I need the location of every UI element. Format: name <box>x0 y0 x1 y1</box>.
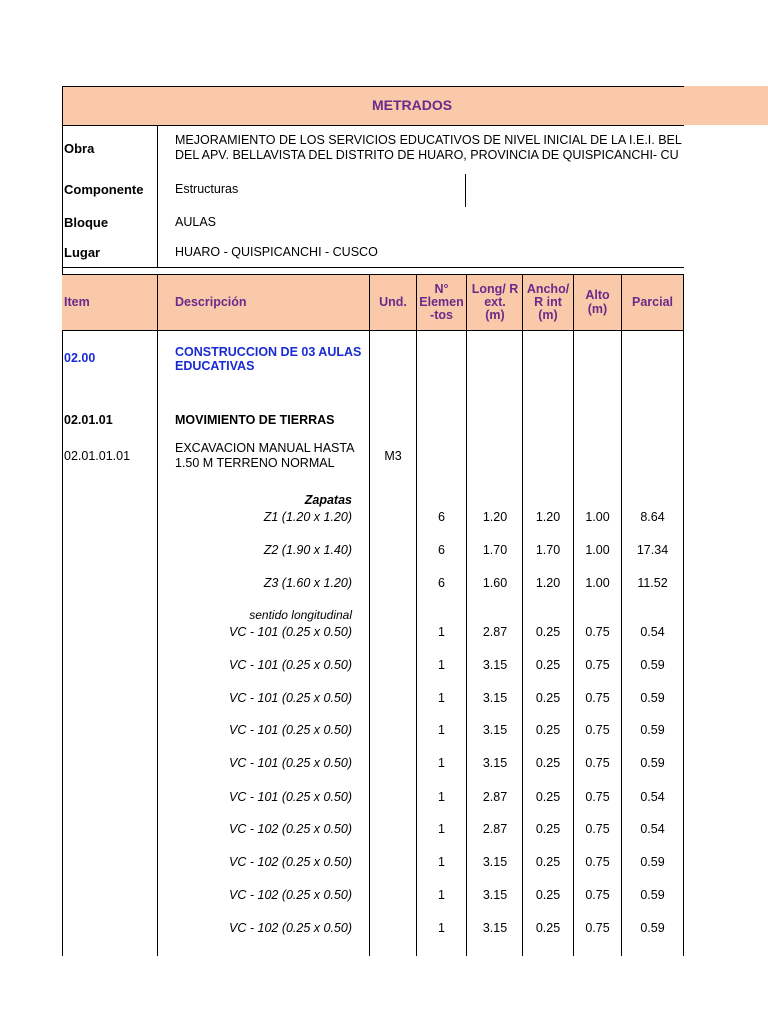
row-ancho: 0.25 <box>535 691 561 705</box>
col-line-parcial <box>621 274 622 956</box>
row-n: 1 <box>438 855 445 869</box>
row-description: VC - 101 (0.25 x 0.50) <box>229 691 352 705</box>
row-parcial: 0.59 <box>640 756 665 770</box>
col-line-alto <box>573 274 574 956</box>
title-divider <box>62 125 684 126</box>
row-description: VC - 101 (0.25 x 0.50) <box>229 790 352 804</box>
col-line-right <box>683 274 684 956</box>
row-description: VC - 101 (0.25 x 0.50) <box>229 625 352 639</box>
col-line-und <box>369 274 370 956</box>
header-bottom-border <box>62 330 684 331</box>
col-line-ancho <box>522 274 523 956</box>
zapatas-label: Zapatas <box>304 493 352 507</box>
componente-value: Estructuras <box>175 182 239 196</box>
row-ancho: 0.25 <box>535 855 561 869</box>
header-parcial: Parcial <box>631 295 673 309</box>
row-description: VC - 101 (0.25 x 0.50) <box>229 658 352 672</box>
row-ancho: 1.70 <box>535 543 561 557</box>
page-title: METRADOS <box>371 97 453 113</box>
row-long: 3.15 <box>482 921 508 935</box>
row-alto: 0.75 <box>585 790 610 804</box>
row-parcial: 0.54 <box>640 790 665 804</box>
obra-label: Obra <box>64 141 95 156</box>
header-item: Item <box>64 295 90 309</box>
row-parcial: 0.54 <box>640 625 665 639</box>
obra-line-2: DEL APV. BELLAVISTA DEL DISTRITO DE HUARO, PROVINCIA DE QUISPICANCHI- CU <box>175 148 679 162</box>
sentido-label: sentido longitudinal <box>249 608 352 622</box>
row-parcial: 0.59 <box>640 723 665 737</box>
row-n: 1 <box>438 921 445 935</box>
row-alto: 0.75 <box>585 691 610 705</box>
top-border <box>62 86 684 87</box>
row-n: 1 <box>438 790 445 804</box>
row-ancho: 0.25 <box>535 790 561 804</box>
row-long: 3.15 <box>482 691 508 705</box>
section-desc-1: CONSTRUCCION DE 03 AULAS <box>175 345 362 359</box>
row-ancho: 0.25 <box>535 888 561 902</box>
header-n-1: N° <box>434 282 449 296</box>
row-description: VC - 101 (0.25 x 0.50) <box>229 756 352 770</box>
lugar-label: Lugar <box>64 245 101 260</box>
header-und: Und. <box>379 295 407 309</box>
row-ancho: 1.20 <box>535 576 561 590</box>
activity-und: M3 <box>384 449 402 463</box>
row-alto: 1.00 <box>585 510 610 524</box>
row-long: 3.15 <box>482 723 508 737</box>
activity-desc-1: EXCAVACION MANUAL HASTA <box>175 441 355 455</box>
left-border <box>62 86 63 956</box>
row-parcial: 17.34 <box>636 543 669 557</box>
row-n: 1 <box>438 888 445 902</box>
row-alto: 0.75 <box>585 625 610 639</box>
header-alto-1: Alto <box>585 288 610 302</box>
row-alto: 0.75 <box>585 756 610 770</box>
row-ancho: 0.25 <box>535 822 561 836</box>
header-ancho-3: (m) <box>538 308 558 322</box>
row-description: Z2 (1.90 x 1.40) <box>263 543 352 557</box>
header-descripcion: Descripción <box>175 295 247 309</box>
row-alto: 1.00 <box>585 543 610 557</box>
row-description: VC - 102 (0.25 x 0.50) <box>229 855 352 869</box>
row-description: VC - 102 (0.25 x 0.50) <box>229 888 352 902</box>
row-n: 1 <box>438 658 445 672</box>
row-n: 6 <box>438 543 445 557</box>
row-alto: 1.00 <box>585 576 610 590</box>
header-ancho-2: R int <box>534 295 562 309</box>
row-parcial: 0.59 <box>640 921 665 935</box>
activity-item: 02.01.01.01 <box>64 449 131 463</box>
row-long: 3.15 <box>482 756 508 770</box>
header-n-3: -tos <box>430 308 453 322</box>
header-long-3: (m) <box>485 308 505 322</box>
row-parcial: 0.59 <box>640 658 665 672</box>
col-line-long <box>466 274 467 956</box>
info-bottom-border <box>62 267 684 268</box>
row-alto: 0.75 <box>585 855 610 869</box>
row-parcial: 0.59 <box>640 888 665 902</box>
section-item: 02.00 <box>64 351 96 365</box>
componente-divider <box>465 174 466 207</box>
row-ancho: 0.25 <box>535 921 561 935</box>
info-divider <box>157 125 158 267</box>
row-ancho: 0.25 <box>535 723 561 737</box>
col-line-desc <box>157 274 158 956</box>
row-long: 3.15 <box>482 658 508 672</box>
row-ancho: 0.25 <box>535 756 561 770</box>
row-parcial: 0.59 <box>640 855 665 869</box>
row-description: Z1 (1.20 x 1.20) <box>263 510 352 524</box>
row-ancho: 0.25 <box>535 625 561 639</box>
componente-label: Componente <box>64 182 144 197</box>
row-long: 1.60 <box>482 576 508 590</box>
section-desc-2: EDUCATIVAS <box>175 359 255 373</box>
lugar-value: HUARO - QUISPICANCHI - CUSCO <box>175 245 378 259</box>
row-description: VC - 102 (0.25 x 0.50) <box>229 921 352 935</box>
row-long: 3.15 <box>482 855 508 869</box>
row-ancho: 0.25 <box>535 658 561 672</box>
subsection-item: 02.01.01 <box>64 413 113 427</box>
row-parcial: 0.59 <box>640 691 665 705</box>
row-n: 1 <box>438 723 445 737</box>
row-n: 1 <box>438 756 445 770</box>
row-n: 6 <box>438 510 445 524</box>
row-long: 3.15 <box>482 888 508 902</box>
row-alto: 0.75 <box>585 888 610 902</box>
header-n-2: Elemen <box>419 295 464 309</box>
row-alto: 0.75 <box>585 822 610 836</box>
row-n: 1 <box>438 625 445 639</box>
row-parcial: 8.64 <box>640 510 665 524</box>
row-long: 2.87 <box>482 790 508 804</box>
row-description: Z3 (1.60 x 1.20) <box>263 576 352 590</box>
row-parcial: 11.52 <box>637 576 668 590</box>
obra-line-1: MEJORAMIENTO DE LOS SERVICIOS EDUCATIVOS DE NIVEL INICIAL DE LA I.E.I. BEL <box>175 133 682 147</box>
header-long-1: Long/ R <box>471 282 519 296</box>
row-ancho: 1.20 <box>535 510 561 524</box>
bloque-label: Bloque <box>64 215 109 230</box>
header-long-2: ext. <box>484 295 506 309</box>
bloque-value: AULAS <box>175 215 216 229</box>
row-n: 6 <box>438 576 445 590</box>
row-parcial: 0.54 <box>640 822 665 836</box>
row-description: VC - 102 (0.25 x 0.50) <box>229 822 352 836</box>
row-long: 2.87 <box>482 625 508 639</box>
header-alto-2: (m) <box>587 302 608 316</box>
header-top-border <box>62 274 684 275</box>
row-alto: 0.75 <box>585 658 610 672</box>
col-line-n <box>416 274 417 956</box>
row-long: 1.20 <box>482 510 508 524</box>
row-long: 1.70 <box>482 543 508 557</box>
row-alto: 0.75 <box>585 921 610 935</box>
subsection-desc: MOVIMIENTO DE TIERRAS <box>175 413 335 427</box>
activity-desc-2: 1.50 M TERRENO NORMAL <box>175 456 335 470</box>
row-long: 2.87 <box>482 822 508 836</box>
header-ancho-1: Ancho/ <box>526 282 570 296</box>
row-description: VC - 101 (0.25 x 0.50) <box>229 723 352 737</box>
row-alto: 0.75 <box>585 723 610 737</box>
row-n: 1 <box>438 691 445 705</box>
row-n: 1 <box>438 822 445 836</box>
